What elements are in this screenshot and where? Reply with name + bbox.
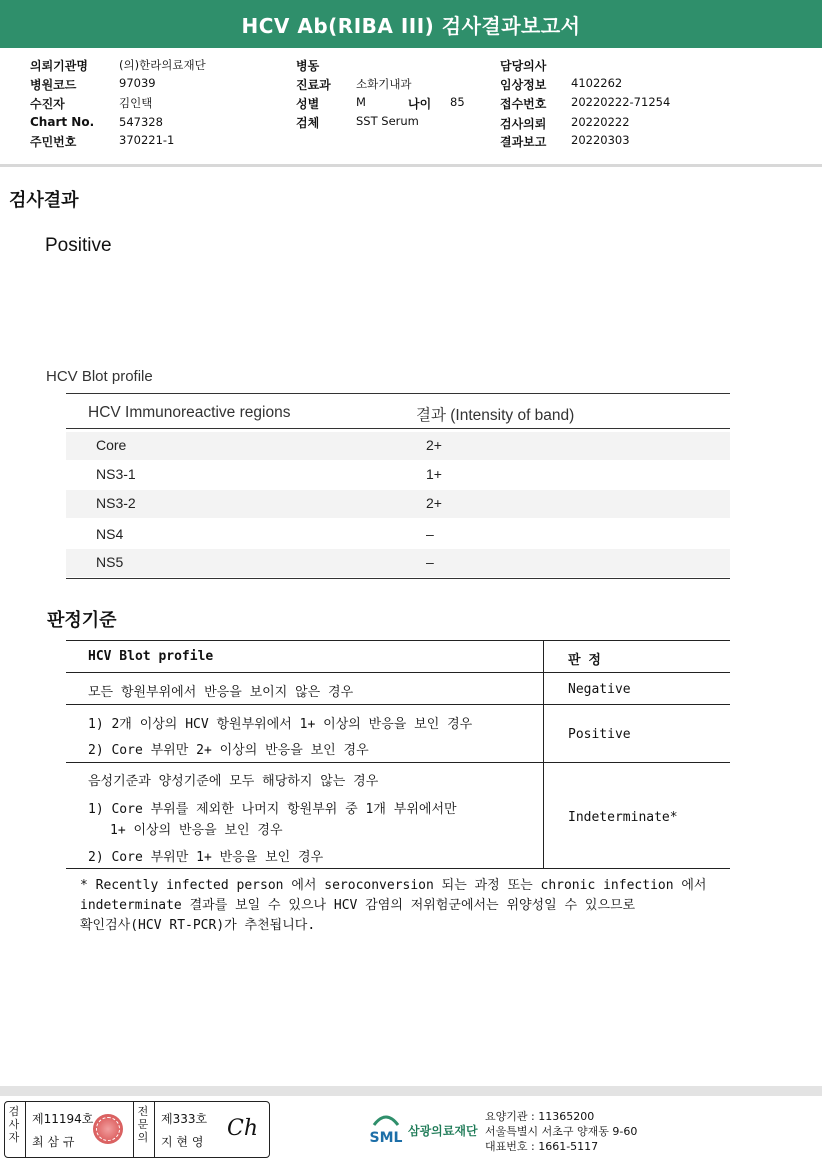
table-row — [66, 490, 730, 518]
blot-intensity: 2+ — [426, 437, 442, 453]
specialist-license-no: 제333호 — [161, 1112, 208, 1126]
value-request-date: 20220222 — [571, 115, 630, 129]
organization-phone: 대표번호 : 1661-5117 — [485, 1140, 599, 1153]
criteria-indeterminate-text: 음성기준과 양성기준에 모두 해당하지 않는 경우 — [88, 774, 379, 789]
organization-info — [485, 1109, 637, 1154]
label-clinical-info: 임상정보 — [500, 78, 547, 92]
criteria-row-rule — [66, 762, 730, 763]
blot-region: NS3-2 — [96, 495, 136, 511]
criteria-col-judgement: 판 정 — [568, 653, 601, 668]
examiner-seal-icon — [93, 1114, 123, 1144]
label-ward: 병동 — [296, 59, 320, 73]
value-resident-no: 370221-1 — [119, 133, 175, 147]
examiner-license-no: 제11194호 — [32, 1112, 94, 1126]
label-request-date: 검사의뢰 — [500, 117, 547, 131]
signature-divider — [133, 1102, 134, 1157]
organization-code: 요양기관 : 11365200 — [485, 1110, 595, 1123]
criteria-indeterminate-judgement: Indeterminate* — [568, 810, 678, 825]
value-chart-no: 547328 — [119, 115, 163, 129]
blot-region: NS5 — [96, 554, 124, 570]
label-report-date: 결과보고 — [500, 135, 547, 149]
examiner-label: 검 사 자 — [8, 1105, 20, 1144]
blot-table-header-rule — [66, 428, 730, 429]
blot-table-bottom-rule — [66, 578, 730, 579]
blot-col-result: 결과 (Intensity of band) — [416, 407, 575, 424]
signature-box — [4, 1101, 270, 1158]
label-department: 진료과 — [296, 78, 331, 92]
sml-logo-icon — [366, 1111, 406, 1147]
table-row — [66, 549, 730, 577]
value-institution: (의)한라의료재단 — [119, 58, 206, 72]
footnote-line: 확인검사(HCV RT-PCR)가 추천됩니다. — [80, 918, 316, 933]
blot-region: Core — [96, 437, 127, 453]
criteria-row-rule — [66, 704, 730, 705]
footnote-line: * Recently infected person 에서 seroconversion 되는 과정 또는 chronic infection 에서 — [80, 878, 707, 893]
label-receipt-no: 접수번호 — [500, 97, 547, 111]
footnote-line: indeterminate 결과를 보일 수 있으나 HCV 감염의 저위험군에서는 위양성일 수 있으므로 — [80, 898, 636, 913]
footer-divider — [0, 1086, 822, 1096]
footnote — [80, 876, 707, 936]
specialist-name: 지 현 영 — [161, 1135, 204, 1149]
value-age: 85 — [450, 95, 465, 109]
blot-region: NS4 — [96, 526, 124, 542]
criteria-table — [66, 640, 730, 869]
result-value: Positive — [45, 235, 112, 256]
value-clinical-info: 4102262 — [571, 76, 623, 90]
value-specimen: SST Serum — [356, 114, 419, 128]
table-row — [66, 521, 730, 549]
patient-info-header — [0, 48, 822, 164]
organization-name: 삼광의료재단 — [408, 1124, 478, 1138]
blot-col-region: HCV Immunoreactive regions — [88, 404, 291, 421]
blot-intensity: – — [426, 554, 434, 570]
criteria-bottom-rule — [66, 868, 730, 869]
header-divider — [0, 164, 822, 167]
blot-intensity: 1+ — [426, 466, 442, 482]
examiner-name: 최 삼 규 — [32, 1135, 75, 1149]
criteria-negative-text: 모든 항원부위에서 반응을 보이지 않은 경우 — [88, 685, 354, 700]
criteria-positive-text: 1) 2개 이상의 HCV 항원부위에서 1+ 이상의 반응을 보인 경우 — [88, 717, 473, 732]
criteria-positive-judgement: Positive — [568, 727, 631, 742]
blot-intensity: – — [426, 526, 434, 542]
label-chart-no: Chart No. — [30, 115, 95, 129]
specialist-label: 전 문 의 — [137, 1105, 149, 1144]
label-resident-no: 주민번호 — [30, 135, 77, 149]
report-title: HCV Ab(RIBA III) 검사결과보고서 — [0, 0, 822, 48]
blot-table-top-rule — [66, 393, 730, 394]
signature-divider — [25, 1102, 26, 1157]
label-hospital-code: 병원코드 — [30, 78, 77, 92]
result-section-title: 검사결과 — [9, 190, 79, 211]
label-patient: 수진자 — [30, 97, 65, 111]
criteria-indeterminate-text: 1+ 이상의 반응을 보인 경우 — [110, 823, 283, 838]
value-patient: 김인택 — [119, 96, 153, 110]
criteria-positive-text: 2) Core 부위만 2+ 이상의 반응을 보인 경우 — [88, 743, 369, 758]
blot-region: NS3-1 — [96, 466, 136, 482]
criteria-col-profile: HCV Blot profile — [88, 649, 214, 664]
criteria-indeterminate-text: 2) Core 부위만 1+ 반응을 보인 경우 — [88, 850, 324, 865]
criteria-negative-judgement: Negative — [568, 682, 631, 697]
organization-address: 서울특별시 서초구 양재동 9-60 — [485, 1125, 638, 1138]
value-sex: M — [356, 95, 366, 109]
label-sex: 성별 — [296, 97, 320, 111]
label-doctor: 담당의사 — [500, 59, 547, 73]
blot-intensity: 2+ — [426, 495, 442, 511]
label-institution: 의뢰기관명 — [30, 59, 88, 73]
criteria-header-rule — [66, 672, 730, 673]
signature-divider — [154, 1102, 155, 1157]
table-row — [66, 461, 730, 489]
label-specimen: 검체 — [296, 116, 320, 130]
blot-profile-title: HCV Blot profile — [46, 368, 153, 385]
table-row — [66, 432, 730, 460]
criteria-top-rule — [66, 640, 730, 641]
specialist-signature: Ch — [227, 1116, 259, 1141]
value-receipt-no: 20220222-71254 — [571, 95, 671, 109]
value-report-date: 20220303 — [571, 133, 630, 147]
sml-logo-text: SML — [369, 1130, 403, 1146]
label-age: 나이 — [408, 97, 432, 111]
criteria-column-divider — [543, 640, 544, 869]
value-hospital-code: 97039 — [119, 76, 156, 90]
criteria-indeterminate-text: 1) Core 부위를 제외한 나머지 항원부위 중 1개 부위에서만 — [88, 802, 457, 817]
criteria-title: 판정기준 — [47, 610, 117, 631]
value-department: 소화기내과 — [356, 77, 412, 91]
